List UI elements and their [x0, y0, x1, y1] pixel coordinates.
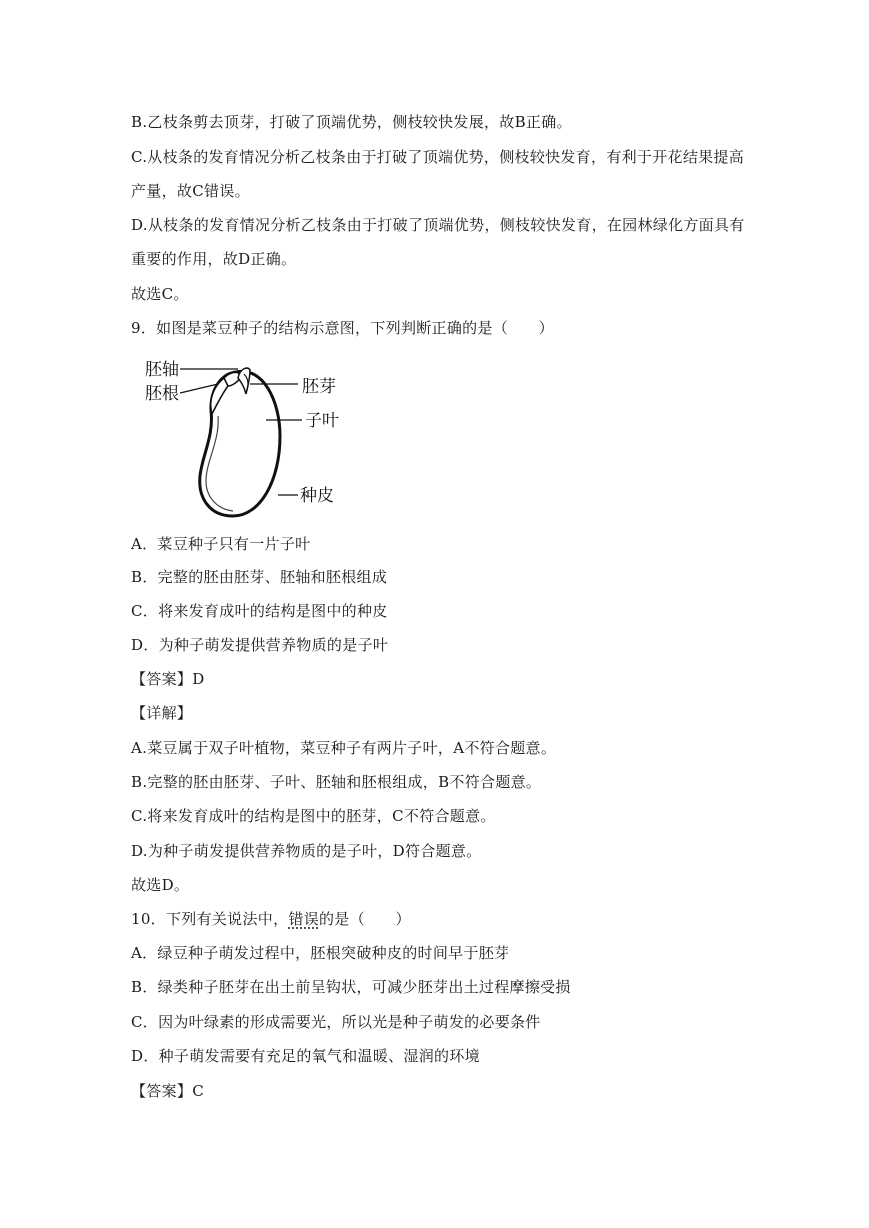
prev-explanation-c-line2: 产量，故C错误。	[131, 182, 250, 200]
seed-coat-outline	[200, 371, 280, 516]
label-seed-coat: 种皮	[300, 486, 334, 506]
prev-explanation-c-line1: C.从枝条的发育情况分析乙枝条由于打破了顶端优势，侧枝较快发育，有利于开花结果提高	[131, 148, 745, 166]
q9-detail-d: D.为种子萌发提供营养物质的是子叶，D符合题意。	[131, 842, 482, 860]
q9-conclusion: 故选D。	[131, 876, 190, 894]
q10-stem-after: 的是（ ）	[319, 910, 411, 928]
bean-seed-svg	[138, 356, 358, 526]
q9-detail-b: B.完整的胚由胚芽、子叶、胚轴和胚根组成，B不符合题意。	[131, 773, 542, 791]
label-plumule: 胚芽	[302, 377, 336, 397]
prev-explanation-d-line2: 重要的作用，故D正确。	[131, 250, 297, 268]
radicle-shape	[211, 378, 228, 414]
q9-option-a: A．菜豆种子只有一片子叶	[131, 535, 311, 553]
q9-option-b: B．完整的胚由胚芽、胚轴和胚根组成	[131, 568, 388, 586]
q10-answer: 【答案】C	[131, 1082, 204, 1100]
q9-option-d: D．为种子萌发提供营养物质的是子叶	[131, 636, 389, 654]
q10-option-d: D．种子萌发需要有充足的氧气和温暖、湿润的环境	[131, 1047, 480, 1065]
label-radicle: 胚根	[145, 384, 179, 404]
q10-stem-emphasis: 错误	[288, 910, 319, 928]
q9-detail-c: C.将来发育成叶的结构是图中的胚芽，C不符合题意。	[131, 807, 496, 825]
prev-explanation-d-line1: D.从枝条的发育情况分析乙枝条由于打破了顶端优势，侧枝较快发育，在园林绿化方面具有	[131, 216, 745, 234]
q10-stem	[131, 909, 411, 929]
q10-option-a: A．绿豆种子萌发过程中，胚根突破种皮的时间早于胚芽	[131, 944, 510, 962]
prev-conclusion: 故选C。	[131, 285, 189, 303]
q9-detail-a: A.菜豆属于双子叶植物，菜豆种子有两片子叶，A不符合题意。	[131, 739, 557, 757]
prev-explanation-b: B.乙枝条剪去顶芽，打破了顶端优势，侧枝较快发展，故B正确。	[131, 113, 572, 131]
bean-seed-diagram	[138, 356, 358, 526]
q10-stem-before: 10．下列有关说法中，	[131, 910, 289, 928]
label-cotyledon: 子叶	[305, 411, 339, 431]
q9-answer: 【答案】D	[131, 670, 205, 688]
q9-detail-heading: 【详解】	[131, 704, 193, 722]
q9-stem: 9．如图是菜豆种子的结构示意图，下列判断正确的是（ ）	[131, 319, 554, 337]
q10-option-c: C．因为叶绿素的形成需要光，所以光是种子萌发的必要条件	[131, 1013, 541, 1031]
q10-option-b: B．绿类种子胚芽在出土前呈钩状，可减少胚芽出土过程摩擦受损	[131, 978, 571, 996]
q9-option-c: C．将来发育成叶的结构是图中的种皮	[131, 602, 388, 620]
label-hypocotyl: 胚轴	[145, 360, 179, 380]
